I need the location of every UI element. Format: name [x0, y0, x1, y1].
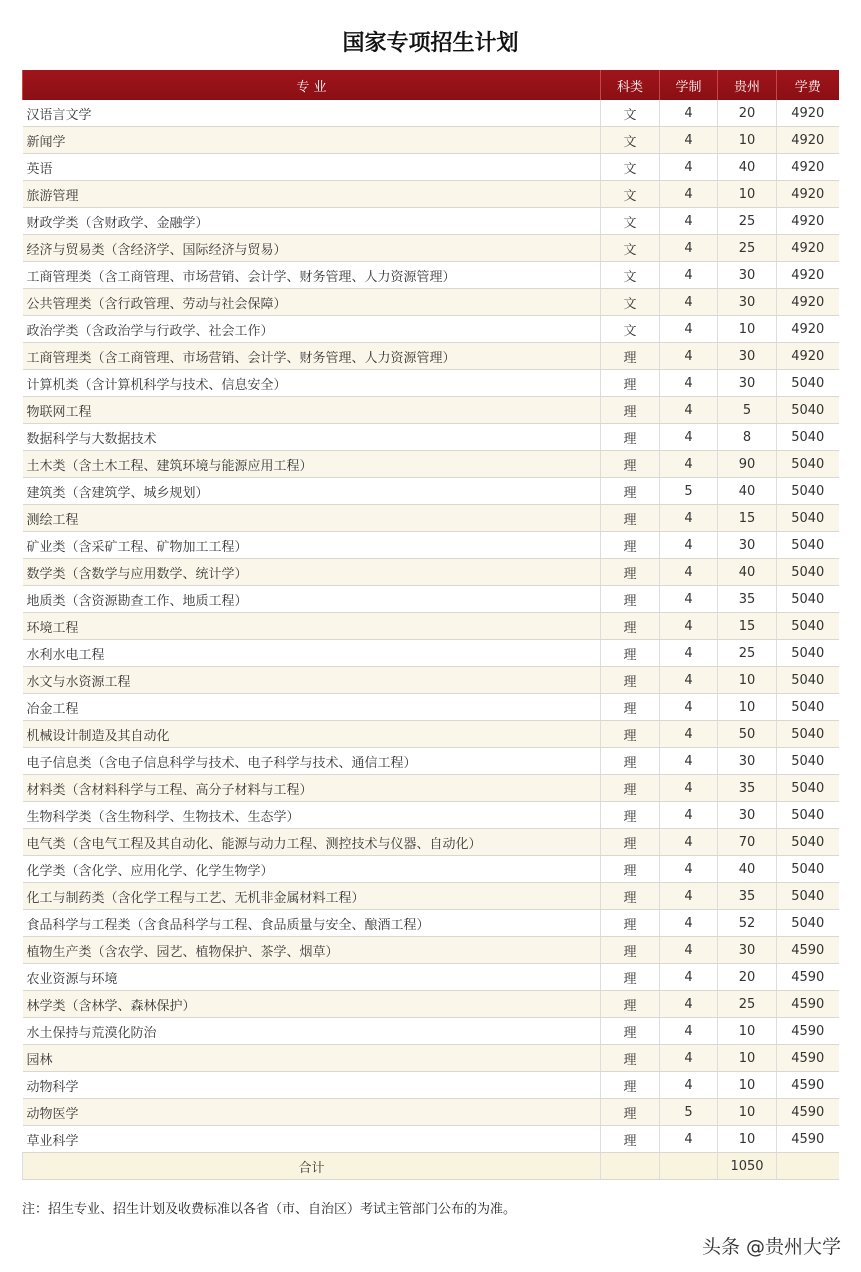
category-cell: 理 [601, 1045, 660, 1072]
category-cell: 理 [601, 451, 660, 478]
tuition-cell: 4590 [777, 1099, 839, 1126]
category-cell: 文 [601, 262, 660, 289]
tuition-cell: 5040 [777, 910, 839, 937]
table-row [23, 775, 839, 802]
table-row [23, 856, 839, 883]
quota-cell: 20 [718, 964, 777, 991]
category-cell: 理 [601, 856, 660, 883]
major-cell: 电子信息类（含电子信息科学与技术、电子科学与技术、通信工程） [23, 748, 601, 775]
major-cell: 生物科学类（含生物科学、生物技术、生态学） [23, 802, 601, 829]
category-cell: 文 [601, 154, 660, 181]
category-cell: 文 [601, 127, 660, 154]
table-row [23, 208, 839, 235]
duration-cell: 4 [660, 694, 718, 721]
table-row [23, 559, 839, 586]
table-row [23, 1126, 839, 1153]
quota-cell: 10 [718, 1099, 777, 1126]
duration-cell: 4 [660, 883, 718, 910]
table-row [23, 991, 839, 1018]
watermark: 头条 @贵州大学 [701, 1236, 841, 1258]
category-cell: 理 [601, 532, 660, 559]
major-cell: 数学类（含数学与应用数学、统计学） [23, 559, 601, 586]
tuition-cell: 5040 [777, 613, 839, 640]
quota-cell: 25 [718, 235, 777, 262]
duration-cell: 4 [660, 1045, 718, 1072]
table-row [23, 640, 839, 667]
duration-cell: 4 [660, 316, 718, 343]
table-row [23, 937, 839, 964]
tuition-cell: 4590 [777, 1126, 839, 1153]
major-cell: 新闻学 [23, 127, 601, 154]
major-cell: 数据科学与大数据技术 [23, 424, 601, 451]
major-cell: 食品科学与工程类（含食品科学与工程、食品质量与安全、酿酒工程） [23, 910, 601, 937]
duration-cell: 4 [660, 208, 718, 235]
category-cell: 理 [601, 721, 660, 748]
duration-cell: 4 [660, 370, 718, 397]
duration-cell: 5 [660, 478, 718, 505]
tuition-cell: 5040 [777, 478, 839, 505]
quota-cell: 10 [718, 694, 777, 721]
table-row [23, 1018, 839, 1045]
category-cell: 理 [601, 505, 660, 532]
major-cell: 工商管理类（含工商管理、市场营销、会计学、财务管理、人力资源管理） [23, 262, 601, 289]
duration-cell: 4 [660, 289, 718, 316]
duration-cell: 4 [660, 154, 718, 181]
tuition-cell: 5040 [777, 559, 839, 586]
category-cell: 文 [601, 316, 660, 343]
tuition-cell: 5040 [777, 829, 839, 856]
duration-cell: 4 [660, 937, 718, 964]
tuition-cell: 4590 [777, 1018, 839, 1045]
category-cell: 文 [601, 100, 660, 127]
table-row [23, 613, 839, 640]
category-cell: 理 [601, 910, 660, 937]
table-row [23, 829, 839, 856]
quota-cell: 30 [718, 370, 777, 397]
major-cell: 电气类（含电气工程及其自动化、能源与动力工程、测控技术与仪器、自动化） [23, 829, 601, 856]
quota-cell: 30 [718, 289, 777, 316]
tuition-cell: 4920 [777, 235, 839, 262]
duration-cell: 4 [660, 1018, 718, 1045]
table-row [23, 748, 839, 775]
major-cell: 汉语言文学 [23, 100, 601, 127]
tuition-cell: 5040 [777, 802, 839, 829]
quota-cell: 70 [718, 829, 777, 856]
table-row [23, 397, 839, 424]
quota-cell: 10 [718, 181, 777, 208]
category-cell: 理 [601, 667, 660, 694]
duration-cell: 4 [660, 856, 718, 883]
category-cell: 理 [601, 775, 660, 802]
quota-cell: 30 [718, 262, 777, 289]
table-row [23, 883, 839, 910]
major-cell: 建筑类（含建筑学、城乡规划） [23, 478, 601, 505]
major-cell: 植物生产类（含农学、园艺、植物保护、茶学、烟草） [23, 937, 601, 964]
quota-cell: 25 [718, 640, 777, 667]
tuition-cell: 5040 [777, 856, 839, 883]
category-cell: 理 [601, 559, 660, 586]
category-cell: 理 [601, 883, 660, 910]
total-label: 合计 [23, 1153, 601, 1180]
category-cell: 理 [601, 802, 660, 829]
duration-cell: 4 [660, 667, 718, 694]
major-cell: 政治学类（含政治学与行政学、社会工作） [23, 316, 601, 343]
total-value: 1050 [718, 1153, 777, 1180]
header-duration: 学制 [660, 70, 718, 100]
major-cell: 旅游管理 [23, 181, 601, 208]
quota-cell: 90 [718, 451, 777, 478]
duration-cell: 4 [660, 1072, 718, 1099]
tuition-cell: 5040 [777, 424, 839, 451]
tuition-cell: 5040 [777, 775, 839, 802]
table-row [23, 802, 839, 829]
tuition-cell: 4590 [777, 991, 839, 1018]
quota-cell: 35 [718, 775, 777, 802]
empty-cell [777, 1153, 839, 1180]
major-cell: 经济与贸易类（含经济学、国际经济与贸易） [23, 235, 601, 262]
tuition-cell: 4920 [777, 289, 839, 316]
major-cell: 矿业类（含采矿工程、矿物加工工程） [23, 532, 601, 559]
duration-cell: 4 [660, 532, 718, 559]
quota-cell: 25 [718, 208, 777, 235]
tuition-cell: 4920 [777, 100, 839, 127]
major-cell: 土木类（含土木工程、建筑环境与能源应用工程） [23, 451, 601, 478]
category-cell: 理 [601, 370, 660, 397]
major-cell: 农业资源与环境 [23, 964, 601, 991]
category-cell: 文 [601, 181, 660, 208]
table-header [23, 70, 839, 100]
table-row [23, 451, 839, 478]
table-row [23, 910, 839, 937]
table-row [23, 1099, 839, 1126]
duration-cell: 4 [660, 964, 718, 991]
major-cell: 环境工程 [23, 613, 601, 640]
category-cell: 理 [601, 586, 660, 613]
duration-cell: 4 [660, 262, 718, 289]
table-row [23, 586, 839, 613]
quota-cell: 40 [718, 856, 777, 883]
tuition-cell: 5040 [777, 586, 839, 613]
category-cell: 理 [601, 991, 660, 1018]
quota-cell: 30 [718, 343, 777, 370]
tuition-cell: 5040 [777, 451, 839, 478]
category-cell: 理 [601, 1018, 660, 1045]
table-row [23, 343, 839, 370]
duration-cell: 4 [660, 127, 718, 154]
table-row [23, 316, 839, 343]
tuition-cell: 4920 [777, 316, 839, 343]
quota-cell: 40 [718, 559, 777, 586]
tuition-cell: 5040 [777, 694, 839, 721]
table-row [23, 1045, 839, 1072]
table-row [23, 424, 839, 451]
table-row [23, 667, 839, 694]
major-cell: 测绘工程 [23, 505, 601, 532]
tuition-cell: 4590 [777, 964, 839, 991]
header-major: 专 业 [23, 70, 601, 100]
quota-cell: 35 [718, 586, 777, 613]
duration-cell: 4 [660, 991, 718, 1018]
duration-cell: 5 [660, 1099, 718, 1126]
category-cell: 文 [601, 235, 660, 262]
tuition-cell: 4590 [777, 1072, 839, 1099]
major-cell: 公共管理类（含行政管理、劳动与社会保障） [23, 289, 601, 316]
quota-cell: 10 [718, 1072, 777, 1099]
quota-cell: 25 [718, 991, 777, 1018]
duration-cell: 4 [660, 640, 718, 667]
tuition-cell: 5040 [777, 370, 839, 397]
empty-cell [660, 1153, 718, 1180]
quota-cell: 15 [718, 613, 777, 640]
duration-cell: 4 [660, 559, 718, 586]
tuition-cell: 4590 [777, 1045, 839, 1072]
header-guizhou: 贵州 [718, 70, 777, 100]
tuition-cell: 4920 [777, 127, 839, 154]
table-row [23, 694, 839, 721]
quota-cell: 35 [718, 883, 777, 910]
major-cell: 草业科学 [23, 1126, 601, 1153]
tuition-cell: 5040 [777, 532, 839, 559]
table-row [23, 370, 839, 397]
duration-cell: 4 [660, 721, 718, 748]
quota-cell: 10 [718, 667, 777, 694]
duration-cell: 4 [660, 505, 718, 532]
duration-cell: 4 [660, 1126, 718, 1153]
table-row [23, 235, 839, 262]
tuition-cell: 4590 [777, 937, 839, 964]
table-row [23, 505, 839, 532]
quota-cell: 30 [718, 937, 777, 964]
major-cell: 材料类（含材料科学与工程、高分子材料与工程） [23, 775, 601, 802]
category-cell: 理 [601, 829, 660, 856]
duration-cell: 4 [660, 802, 718, 829]
quota-cell: 10 [718, 1018, 777, 1045]
category-cell: 理 [601, 694, 660, 721]
major-cell: 林学类（含林学、森林保护） [23, 991, 601, 1018]
major-cell: 动物科学 [23, 1072, 601, 1099]
total-row [23, 1153, 839, 1180]
quota-cell: 10 [718, 1126, 777, 1153]
tuition-cell: 4920 [777, 343, 839, 370]
category-cell: 理 [601, 424, 660, 451]
category-cell: 理 [601, 1072, 660, 1099]
quota-cell: 10 [718, 316, 777, 343]
quota-cell: 15 [718, 505, 777, 532]
table-row [23, 262, 839, 289]
quota-cell: 5 [718, 397, 777, 424]
duration-cell: 4 [660, 613, 718, 640]
page-title: 国家专项招生计划 [342, 31, 519, 56]
major-cell: 水文与水资源工程 [23, 667, 601, 694]
major-cell: 水利水电工程 [23, 640, 601, 667]
quota-cell: 8 [718, 424, 777, 451]
header-category: 科类 [601, 70, 660, 100]
quota-cell: 40 [718, 478, 777, 505]
tuition-cell: 4920 [777, 208, 839, 235]
table-row [23, 127, 839, 154]
header-tuition: 学费 [777, 70, 839, 100]
duration-cell: 4 [660, 586, 718, 613]
duration-cell: 4 [660, 451, 718, 478]
quota-cell: 30 [718, 532, 777, 559]
major-cell: 财政学类（含财政学、金融学） [23, 208, 601, 235]
table-row [23, 1072, 839, 1099]
tuition-cell: 5040 [777, 721, 839, 748]
duration-cell: 4 [660, 775, 718, 802]
major-cell: 化工与制药类（含化学工程与工艺、无机非金属材料工程） [23, 883, 601, 910]
empty-cell [601, 1153, 660, 1180]
table-row [23, 289, 839, 316]
tuition-cell: 4920 [777, 154, 839, 181]
major-cell: 水土保持与荒漠化防治 [23, 1018, 601, 1045]
major-cell: 园林 [23, 1045, 601, 1072]
major-cell: 地质类（含资源勘查工作、地质工程） [23, 586, 601, 613]
table-row [23, 964, 839, 991]
major-cell: 英语 [23, 154, 601, 181]
major-cell: 计算机类（含计算机科学与技术、信息安全） [23, 370, 601, 397]
table-row [23, 100, 839, 127]
quota-cell: 52 [718, 910, 777, 937]
quota-cell: 30 [718, 802, 777, 829]
category-cell: 理 [601, 937, 660, 964]
tuition-cell: 5040 [777, 883, 839, 910]
duration-cell: 4 [660, 343, 718, 370]
tuition-cell: 5040 [777, 397, 839, 424]
category-cell: 理 [601, 748, 660, 775]
major-cell: 工商管理类（含工商管理、市场营销、会计学、财务管理、人力资源管理） [23, 343, 601, 370]
duration-cell: 4 [660, 181, 718, 208]
quota-cell: 20 [718, 100, 777, 127]
duration-cell: 4 [660, 829, 718, 856]
duration-cell: 4 [660, 397, 718, 424]
tuition-cell: 5040 [777, 505, 839, 532]
enrollment-table [22, 70, 839, 1180]
category-cell: 理 [601, 1126, 660, 1153]
table-row [23, 532, 839, 559]
duration-cell: 4 [660, 100, 718, 127]
category-cell: 理 [601, 343, 660, 370]
table-row [23, 181, 839, 208]
table-row [23, 478, 839, 505]
tuition-cell: 4920 [777, 181, 839, 208]
quota-cell: 30 [718, 748, 777, 775]
footnote: 注：招生专业、招生计划及收费标准以各省（市、自治区）考试主管部门公布的为准。 [22, 1202, 517, 1217]
major-cell: 冶金工程 [23, 694, 601, 721]
duration-cell: 4 [660, 910, 718, 937]
table-row [23, 154, 839, 181]
tuition-cell: 5040 [777, 667, 839, 694]
major-cell: 物联网工程 [23, 397, 601, 424]
category-cell: 理 [601, 640, 660, 667]
quota-cell: 10 [718, 1045, 777, 1072]
major-cell: 化学类（含化学、应用化学、化学生物学） [23, 856, 601, 883]
duration-cell: 4 [660, 424, 718, 451]
tuition-cell: 5040 [777, 640, 839, 667]
category-cell: 理 [601, 964, 660, 991]
quota-cell: 50 [718, 721, 777, 748]
category-cell: 理 [601, 1099, 660, 1126]
tuition-cell: 4920 [777, 262, 839, 289]
duration-cell: 4 [660, 748, 718, 775]
quota-cell: 40 [718, 154, 777, 181]
table-row [23, 721, 839, 748]
duration-cell: 4 [660, 235, 718, 262]
category-cell: 理 [601, 478, 660, 505]
category-cell: 理 [601, 397, 660, 424]
quota-cell: 10 [718, 127, 777, 154]
tuition-cell: 5040 [777, 748, 839, 775]
major-cell: 机械设计制造及其自动化 [23, 721, 601, 748]
category-cell: 文 [601, 208, 660, 235]
major-cell: 动物医学 [23, 1099, 601, 1126]
category-cell: 理 [601, 613, 660, 640]
category-cell: 文 [601, 289, 660, 316]
